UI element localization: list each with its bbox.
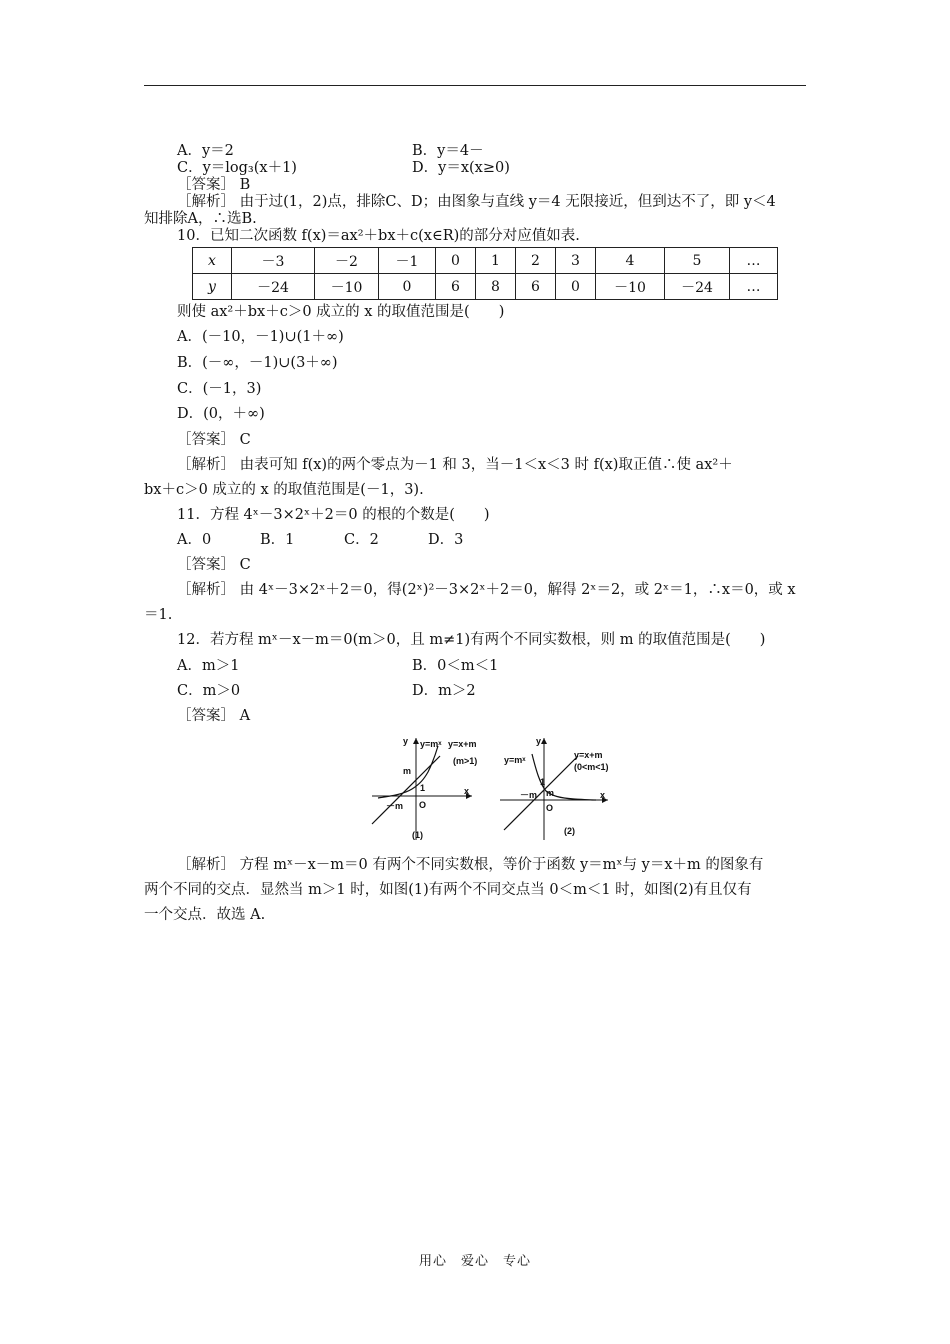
q11-answer: ［答案］ C bbox=[177, 557, 251, 573]
q11-option-b: B．1 bbox=[260, 532, 295, 548]
q12-stem: 12．若方程 mˣ－x－m＝0(m＞0，且 m≠1)有两个不同实数根，则 m 的取值范围是( ) bbox=[177, 632, 766, 648]
table-cell: 0 bbox=[379, 274, 436, 300]
q10-option-a: A．(－10，－1)∪(1＋∞) bbox=[177, 329, 344, 345]
graph1-curve-label: y=mˣ bbox=[420, 739, 442, 749]
q11-stem: 11．方程 4ˣ－3×2ˣ＋2＝0 的根的个数是( ) bbox=[177, 507, 490, 523]
table-cell: 6 bbox=[436, 274, 476, 300]
q12-analysis-line2: 两个不同的交点．显然当 m＞1 时，如图(1)有两个不同交点当 0＜m＜1 时，如图(2)有且仅有 bbox=[144, 882, 752, 898]
graph2-curve-label: y=mˣ bbox=[504, 755, 526, 765]
q11-option-c: C．2 bbox=[344, 532, 379, 548]
q10-answer: ［答案］ C bbox=[177, 432, 251, 448]
q11-option-a: A．0 bbox=[177, 532, 212, 548]
graph1-origin-label: O bbox=[419, 800, 427, 810]
graph1-one-label: 1 bbox=[420, 783, 426, 793]
graph2-caption: (2) bbox=[564, 826, 575, 836]
q10-analysis-line1: ［解析］ 由表可知 f(x)的两个零点为－1 和 3，当－1＜x＜3 时 f(x)取正值∴使 ax²＋ bbox=[177, 457, 733, 473]
table-cell: y bbox=[193, 274, 232, 300]
q10-stem: 10．已知二次函数 f(x)＝ax²＋bx＋c(x∈R)的部分对应值如表. bbox=[177, 228, 580, 244]
graph2-axis-y-label: y bbox=[536, 736, 542, 746]
table-cell: 8 bbox=[476, 274, 516, 300]
table-cell: 2 bbox=[516, 248, 556, 274]
graph2-axis-x-label: x bbox=[600, 790, 606, 800]
table-cell: －24 bbox=[665, 274, 730, 300]
graph1-axis-y-label: y bbox=[403, 736, 409, 746]
table-cell: 0 bbox=[556, 274, 596, 300]
graph1-condition: (m>1) bbox=[453, 756, 478, 766]
graph-1 bbox=[372, 736, 477, 840]
q10-analysis-line2: bx＋c＞0 成立的 x 的取值范围是(－1，3). bbox=[144, 482, 424, 498]
q9-analysis-line2: 知排除A，∴选B. bbox=[144, 211, 257, 227]
q12-analysis-line1: ［解析］ 方程 mˣ－x－m＝0 有两个不同实数根，等价于函数 y＝mˣ与 y＝x＋m 的图象有 bbox=[177, 857, 764, 873]
table-row-y bbox=[193, 274, 778, 300]
q10-question: 则使 ax²＋bx＋c＞0 成立的 x 的取值范围是( ) bbox=[177, 304, 505, 320]
table-cell: －10 bbox=[596, 274, 665, 300]
q12-analysis-line3: 一个交点．故选 A. bbox=[144, 907, 266, 923]
table-cell: 3 bbox=[556, 248, 596, 274]
q10-option-d: D．(0，＋∞) bbox=[177, 406, 265, 422]
graph2-origin-label: O bbox=[546, 803, 554, 813]
q9-option-a: A．y＝2 bbox=[177, 143, 234, 159]
q11-analysis-line2: ＝1. bbox=[144, 607, 173, 623]
graph2-line bbox=[504, 756, 578, 830]
q9-option-b: B．y＝4－ bbox=[412, 143, 484, 159]
graph1-caption: (1) bbox=[412, 830, 423, 840]
graph1-line-label: y=x+m bbox=[448, 739, 477, 749]
graph1-m-label: m bbox=[403, 766, 412, 776]
table-cell: －3 bbox=[232, 248, 315, 274]
value-table bbox=[192, 247, 778, 300]
q9-option-d: D．y＝x(x≥0) bbox=[412, 160, 510, 176]
table-cell: －24 bbox=[232, 274, 315, 300]
q10-option-b: B．(－∞，－1)∪(3＋∞) bbox=[177, 355, 338, 371]
q12-option-a: A．m＞1 bbox=[177, 658, 240, 674]
graph2-condition: (0<m<1) bbox=[574, 762, 609, 772]
graph2-line-label: y=x+m bbox=[574, 750, 603, 760]
table-cell: 6 bbox=[516, 274, 556, 300]
table-row-x bbox=[193, 248, 778, 274]
table-cell: 5 bbox=[665, 248, 730, 274]
graph2-one-label: 1 bbox=[540, 777, 546, 787]
table-cell: … bbox=[730, 248, 778, 274]
q11-option-d: D．3 bbox=[428, 532, 464, 548]
table-cell: 0 bbox=[436, 248, 476, 274]
graph2-m-label: m bbox=[546, 788, 555, 798]
header-rule bbox=[144, 85, 806, 86]
q12-answer: ［答案］ A bbox=[177, 708, 251, 724]
graph-2 bbox=[500, 736, 609, 840]
table-cell: 1 bbox=[476, 248, 516, 274]
table-cell: －10 bbox=[315, 274, 379, 300]
graph1-axis-x-label: x bbox=[464, 786, 470, 796]
graph2-neg-m-label: －m bbox=[520, 790, 538, 800]
graph1-neg-m-label: －m bbox=[386, 801, 404, 811]
q12-option-b: B．0＜m＜1 bbox=[412, 658, 499, 674]
q10-option-c: C．(－1，3) bbox=[177, 381, 262, 397]
table-cell: 4 bbox=[596, 248, 665, 274]
q11-analysis-line1: ［解析］ 由 4ˣ－3×2ˣ＋2＝0，得(2ˣ)²－3×2ˣ＋2＝0，解得 2ˣ＝2，或 2ˣ＝1，∴x＝0，或 x bbox=[177, 582, 796, 598]
table-cell: －2 bbox=[315, 248, 379, 274]
table-cell: … bbox=[730, 274, 778, 300]
table-cell: －1 bbox=[379, 248, 436, 274]
function-graphs-figure bbox=[364, 734, 624, 844]
q9-answer: ［答案］ B bbox=[177, 177, 251, 193]
table-cell: x bbox=[193, 248, 232, 274]
page-footer: 用心 爱心 专心 bbox=[418, 1254, 531, 1269]
q9-option-c: C．y＝log₃(x＋1) bbox=[177, 160, 297, 176]
q9-analysis-line1: ［解析］ 由于过(1，2)点，排除C、D；由图象与直线 y＝4 无限接近，但到达不了，即 y＜4 bbox=[177, 194, 776, 210]
q12-option-d: D．m＞2 bbox=[412, 683, 476, 699]
q12-option-c: C．m＞0 bbox=[177, 683, 241, 699]
